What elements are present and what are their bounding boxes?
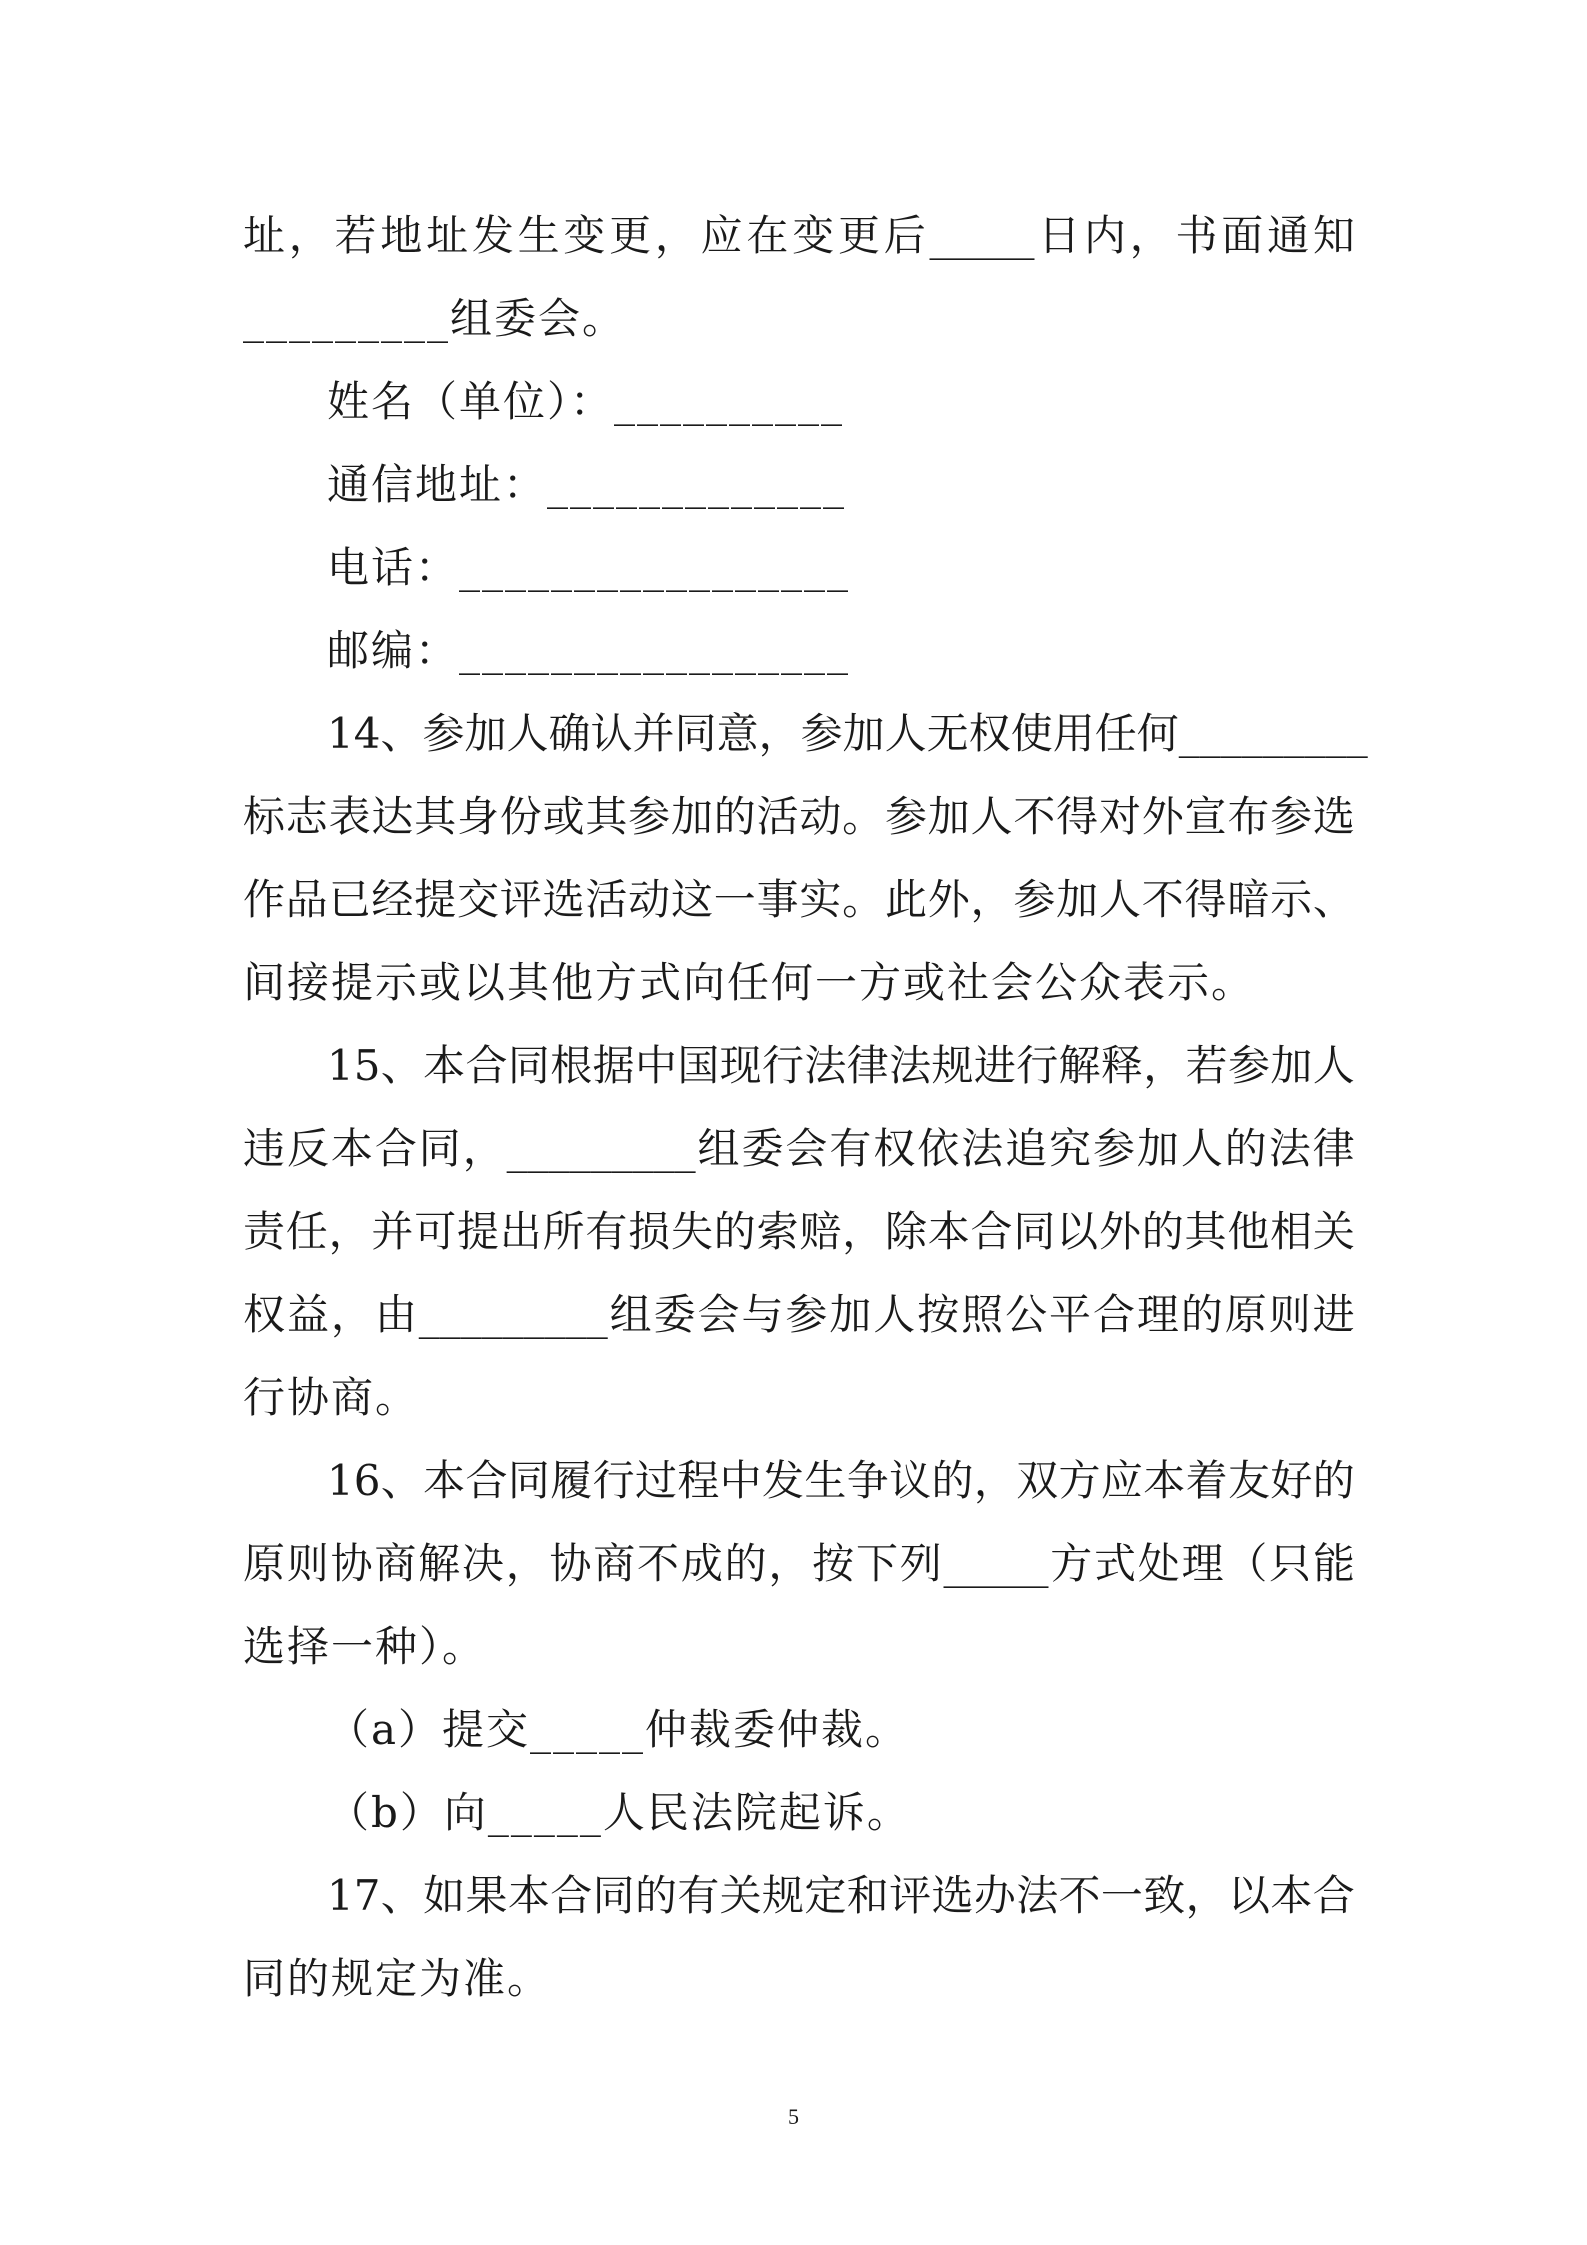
paragraph-14-line: 间接提示或以其他方式向任何一方或社会公众表示。: [243, 958, 1256, 1007]
paragraph-16-line: 原 则 协 商 解 决 ， 协 商 不 成 的 ， 按 下 列 _____ 方 式 处 理 （ 只 能: [243, 1539, 1355, 1588]
paragraph-14-line: 14 、 参 加 人 确 认 并 同 意 ， 参 加 人 无 权 使 用 任 何 _________: [327, 709, 1368, 758]
paragraph-17-line: 17 、 如 果 本 合 同 的 有 关 规 定 和 评 选 办 法 不 一 致 ， 以 本 合: [327, 1871, 1355, 1920]
text-line: 址 ， 若 地 址 发 生 变 更 ， 应 在 变 更 后 _____ 日 内 ， 书 面 通 知: [243, 211, 1355, 260]
paragraph-15-line: 行协商。: [243, 1373, 420, 1422]
paragraph-15-line: 责 任 ， 并 可 提 出 所 有 损 失 的 索 赔 ， 除 本 合 同 以 外 的 其 他 相 关: [243, 1207, 1355, 1256]
text-line: 通信地址：_____________: [327, 460, 847, 509]
paragraph-16-line: 选择一种）。: [243, 1622, 487, 1671]
text-line: 电话：_________________: [327, 543, 851, 592]
paragraph-15-line: 违 反 本 合 同 ， _________ 组 委 会 有 权 依 法 追 究 参 加 人 的 法 律: [243, 1124, 1355, 1173]
text-line: 邮编：_________________: [327, 626, 851, 675]
text-line: _________组委会。: [243, 294, 627, 343]
paragraph-15-line: 权 益 ， 由 _________ 组 委 会 与 参 加 人 按 照 公 平 合 理 的 原 则 进: [243, 1290, 1355, 1339]
paragraph-15-line: 15 、 本 合 同 根 据 中 国 现 行 法 律 法 规 进 行 解 释 ， 若 参 加 人: [327, 1041, 1355, 1090]
option-b: （b）向_____人民法院起诉。: [327, 1788, 911, 1837]
paragraph-14-line: 作 品 已 经 提 交 评 选 活 动 这 一 事 实 。 此 外 ， 参 加 人 不 得 暗 示 、: [243, 875, 1355, 924]
paragraph-16-line: 16 、 本 合 同 履 行 过 程 中 发 生 争 议 的 ， 双 方 应 本 着 友 好 的: [327, 1456, 1355, 1505]
paragraph-17-line: 同的规定为准。: [243, 1954, 552, 2003]
text-line: 姓名（单位）：__________: [327, 377, 845, 426]
page-number: 5: [788, 2104, 799, 2129]
paragraph-14-line: 标 志 表 达 其 身 份 或 其 参 加 的 活 动 。 参 加 人 不 得 对 外 宣 布 参 选: [243, 792, 1355, 841]
option-a: （a）提交_____仲裁委仲裁。: [327, 1705, 910, 1754]
